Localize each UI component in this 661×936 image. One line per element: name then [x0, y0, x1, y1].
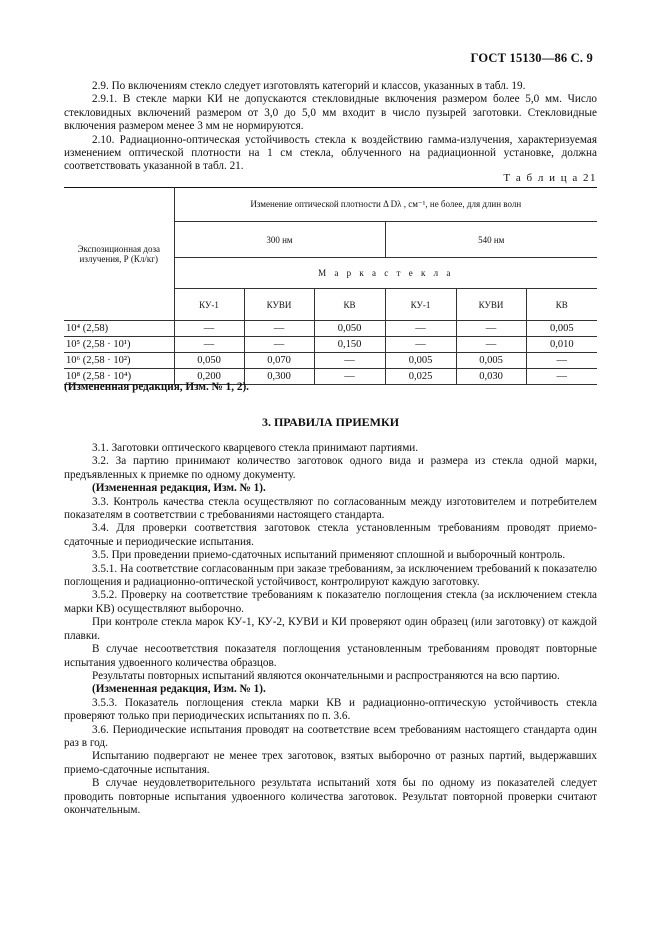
table-cell: 10⁴ (2,58)	[64, 321, 174, 337]
table-cell: —	[526, 353, 597, 369]
change-header: Изменение оптической плотности Δ Dλ , см⁻¹, не более, для длин волн	[174, 188, 597, 222]
table-cell: 0,005	[526, 321, 597, 337]
table-cell: 10⁸ (2,58 · 10⁴)	[64, 369, 174, 385]
table-row	[64, 321, 597, 337]
intro-text	[64, 80, 597, 174]
grade-header: КВ	[314, 289, 385, 321]
table-cell: 0,030	[456, 369, 526, 385]
grade-group-header: М а р к а с т е к л а	[174, 258, 597, 289]
grade-header: КУ-1	[174, 289, 244, 321]
table-cell: —	[244, 337, 314, 353]
paragraph: В случае неудовлетворительного результата испытаний хотя бы по одному из показателей следует проводить повторные испытания удвоенного количества заготовок. Результат повторной проверки считают окончательным.	[64, 777, 597, 816]
table-cell: 0,010	[526, 337, 597, 353]
table-cell: —	[314, 353, 385, 369]
table-cell: —	[456, 321, 526, 337]
table-cell: —	[314, 369, 385, 385]
table-cell: 0,025	[385, 369, 456, 385]
paragraph: Испытанию подвергают не менее трех заготовок, взятых выборочно от разных партий, выдержавших приемо-сдаточные испытания.	[64, 750, 597, 776]
table-cell: 0,005	[385, 353, 456, 369]
wavelength-300-header: 300 нм	[174, 222, 385, 258]
grade-header: КВ	[526, 289, 597, 321]
paragraph: 3.2. За партию принимают количество заготовок одного вида и размера из стекла одной марки, предъявленных к приемке по одному документу.	[64, 455, 597, 481]
table-caption: Т а б л и ц а 21	[503, 172, 597, 184]
paragraph: 3.5.1. На соответствие согласованным при заказе требованиям, за исключением требований к показателю поглощения и радиационно-оптической устойчивост, контролируют каждую заготовку.	[64, 562, 597, 589]
paragraph: 2.9. По включениям стекло следует изготовлять категорий и классов, указанных в табл. 19.	[92, 80, 526, 92]
paragraph: 3.5. При проведении приемо-сдаточных испытаний применяют сплошной и выборочный контроль.	[92, 549, 566, 562]
table-cell: 10⁶ (2,58 · 10²)	[64, 353, 174, 369]
table-cell: 0,070	[244, 353, 314, 369]
table-cell: —	[526, 369, 597, 385]
table-row	[64, 353, 597, 369]
table-cell: 0,005	[456, 353, 526, 369]
paragraph: 2.10. Радиационно-оптическая устойчивость стекла к воздействию гамма-излучения, характеризуемая изменением оптической плотности на 1 см стекла, облученного на радиационной установке, должна соответствовать указанной в табл. 21.	[64, 133, 597, 173]
paragraph: 3.5.3. Показатель поглощения стекла марки КВ и радиационно-оптическую устойчивость стекла проверяют только при периодических испытаниях по п. 3.6.	[64, 696, 597, 723]
table-cell: —	[385, 337, 456, 353]
table-cell: —	[244, 321, 314, 337]
dose-header: Экспозиционная доза излучения, Р (Кл/кг)	[64, 188, 174, 321]
grade-header: КУВИ	[456, 289, 526, 321]
page-header: ГОСТ 15130—86 С. 9	[470, 51, 593, 65]
paragraph: При контроле стекла марок КУ-1, КУ-2, КУВИ и КИ проверяют один образец (или заготовку) от каждой плавки.	[64, 616, 597, 642]
table-cell: —	[174, 321, 244, 337]
table-cell: —	[174, 337, 244, 353]
paragraph: 3.5.2. Проверку на соответствие требованиям к показателю поглощения стекла (за исключением стекла марки КВ) осуществляют выборочно.	[64, 589, 597, 615]
table-amendment-note: (Измененная редакция, Изм. № 1, 2).	[64, 381, 249, 393]
table-cell: 0,050	[174, 353, 244, 369]
table-cell: 0,050	[314, 321, 385, 337]
paragraph: 3.4. Для проверки соответствия заготовок стекла установленным требованиям проводят приемо-сдаточные и периодические испытания.	[64, 522, 597, 548]
paragraph: 3.1. Заготовки оптического кварцевого стекла принимают партиями.	[92, 442, 419, 454]
paragraph: В случае несоответствия показателя поглощения установленным требованиям проводят повторные испытания удвоенного количества образцов.	[64, 643, 597, 669]
paragraph: 3.6. Периодические испытания проводят на соответствие всем требованиям настоящего стандарта один раз в год.	[64, 723, 597, 749]
table-cell: 0,300	[244, 369, 314, 385]
section-title: 3. ПРАВИЛА ПРИЕМКИ	[261, 415, 400, 429]
wavelength-540-header: 540 нм	[385, 222, 597, 258]
table-cell: 10⁵ (2,58 · 10¹)	[64, 337, 174, 353]
grade-header: КУВИ	[244, 289, 314, 321]
table-cell: —	[456, 337, 526, 353]
table-cell: —	[385, 321, 456, 337]
grade-header: КУ-1	[385, 289, 456, 321]
radiation-table	[64, 187, 597, 385]
table-cell: 0,150	[314, 337, 385, 353]
section-body	[64, 442, 597, 817]
table-cell: 0,200	[174, 369, 244, 385]
amendment-note: (Измененная редакция, Изм. № 1).	[92, 683, 266, 696]
table-row	[64, 337, 597, 353]
amendment-note: (Измененная редакция, Изм. № 1).	[92, 482, 266, 495]
paragraph: 2.9.1. В стекле марки КИ не допускаются стекловидные включения размером более 5,0 мм. Число стекловидных включений размером от 3,0 до 5,0 мм входит в число пузырей заготовки. Стекловидные включения размером менее 3 мм не нормируются.	[64, 93, 597, 133]
paragraph: 3.3. Контроль качества стекла осуществляют по согласованным между изготовителем и потребителем показателям в соответствии с требованиями настоящего стандарта.	[64, 495, 597, 522]
paragraph: Результаты повторных испытаний являются окончательными и распространяются на всю партию.	[92, 669, 560, 682]
